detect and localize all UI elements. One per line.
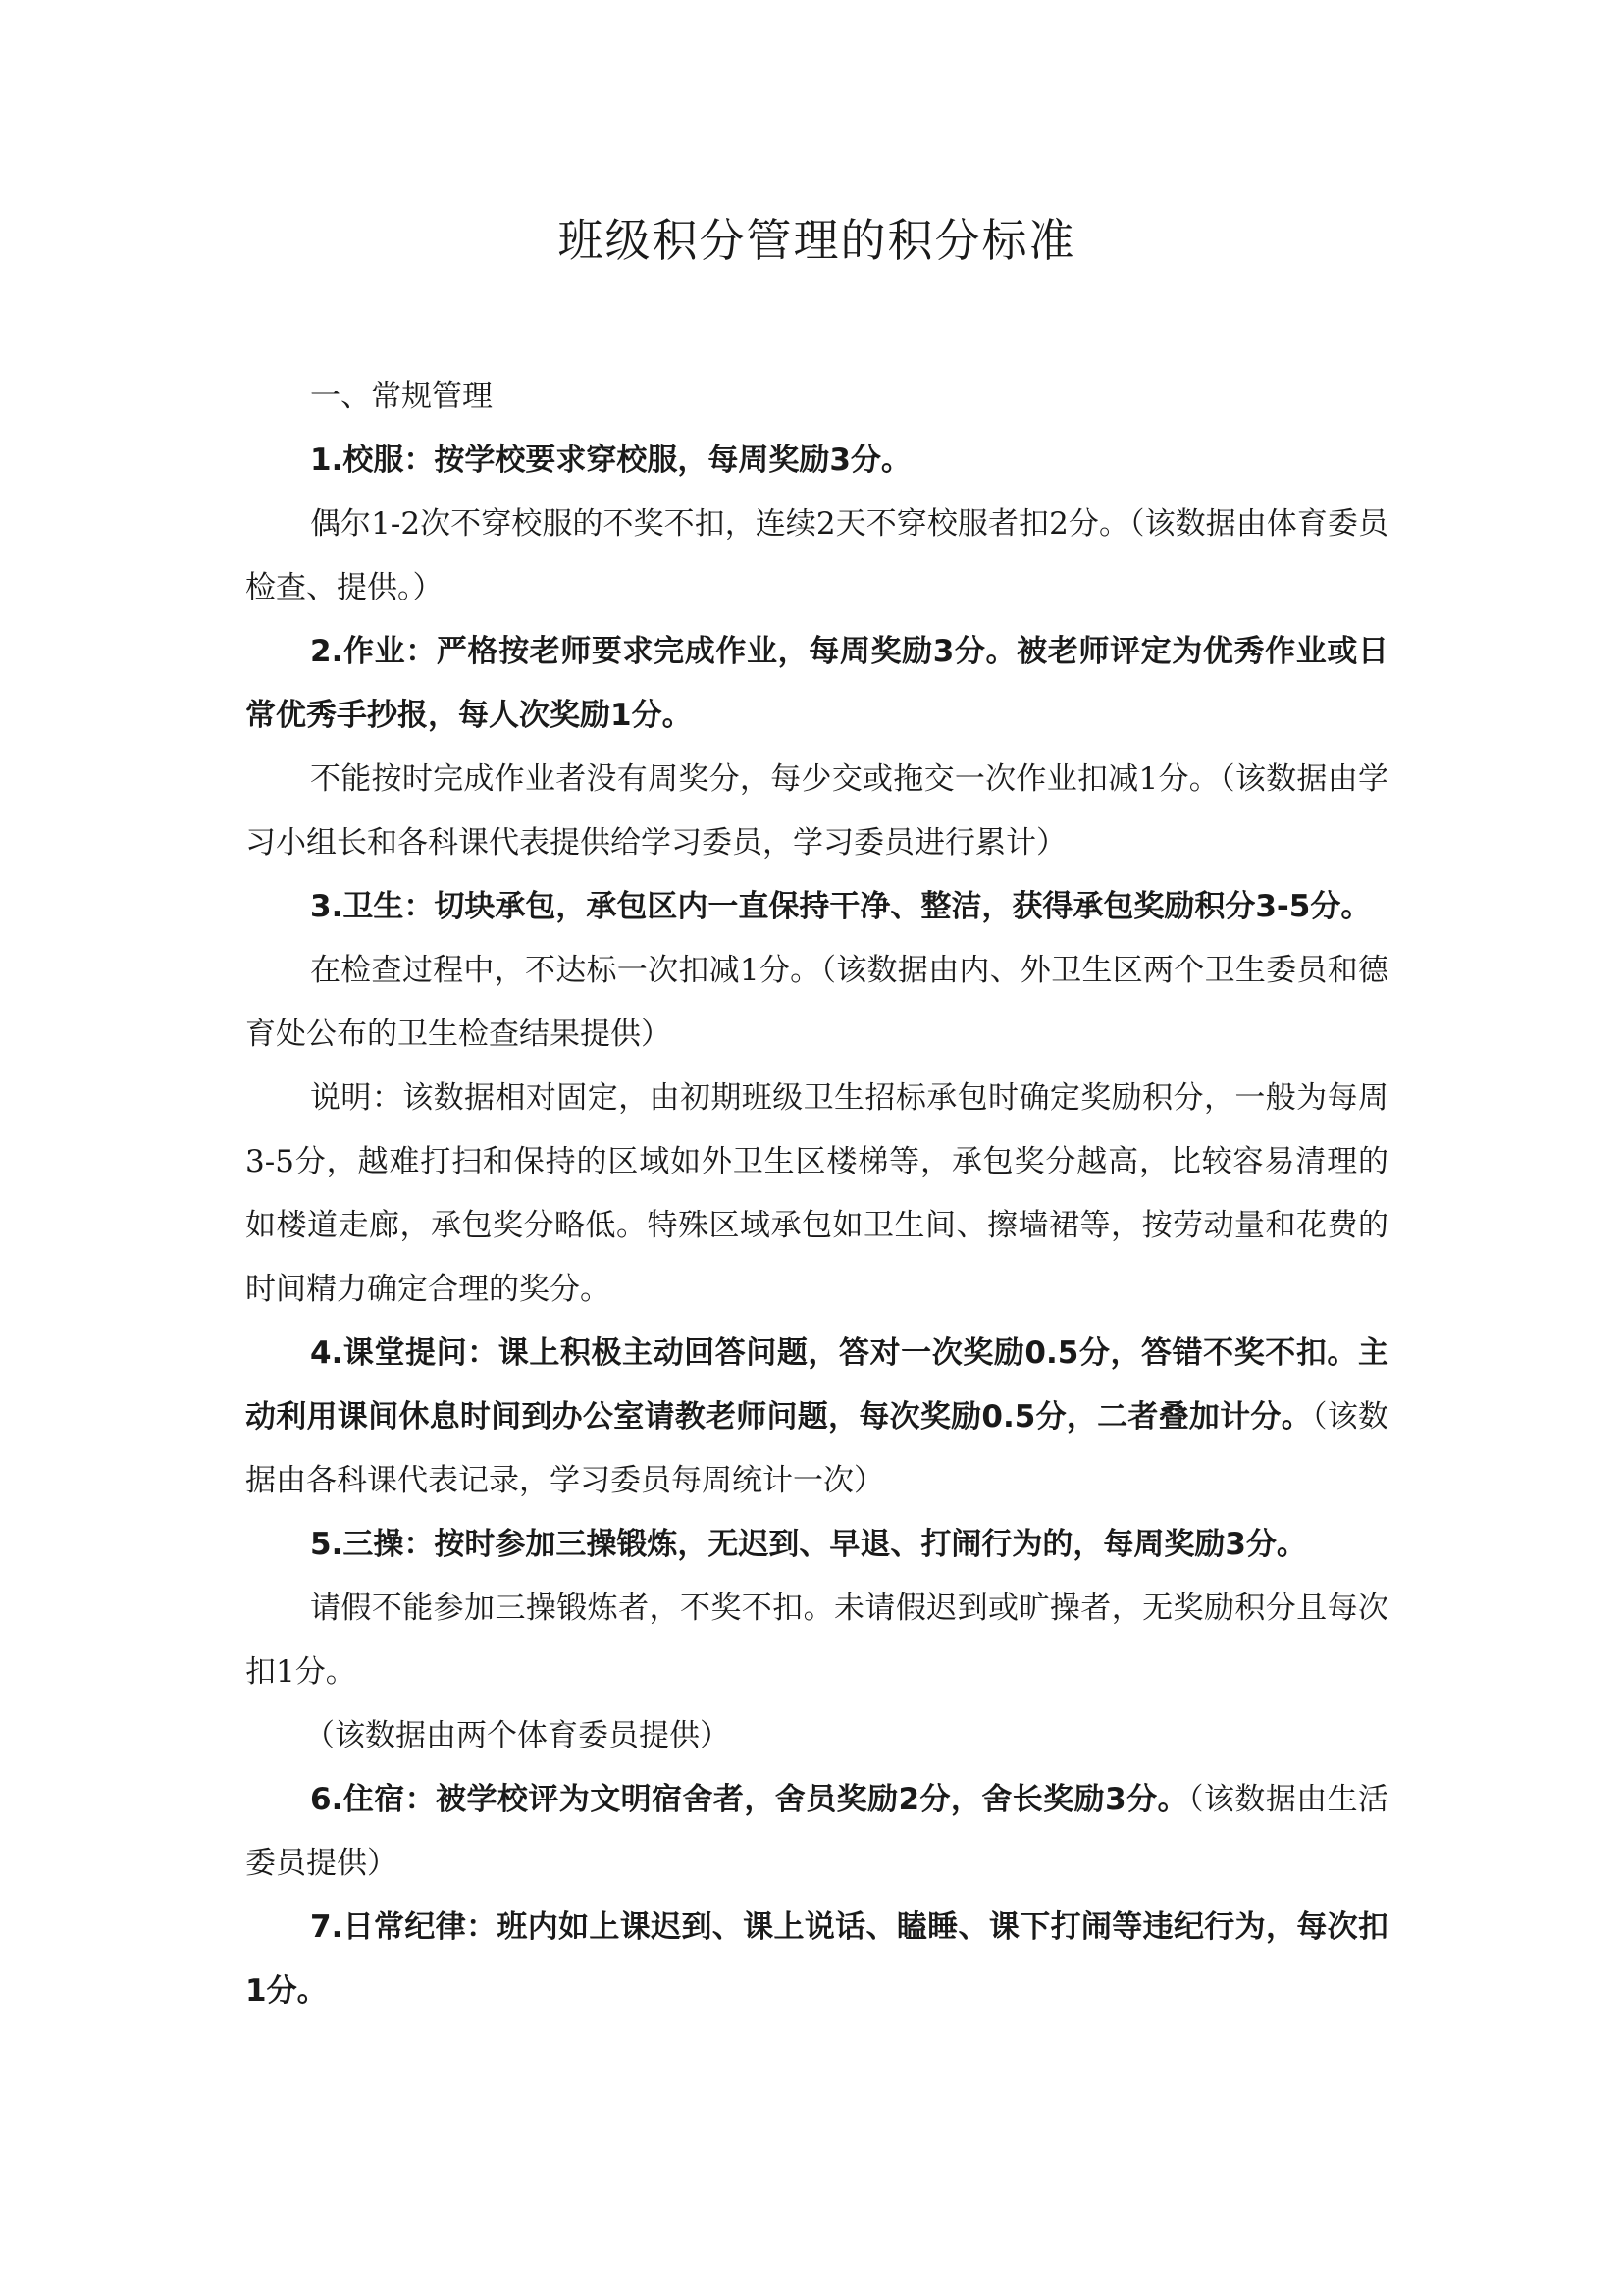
paragraph-bold-text: 4.课堂提问：课上积极主动回答问题，答对一次奖励0.5分，答错不奖不扣。主动利用课间休息时间到办公室请教老师问题，每次奖励0.5分，二者叠加计分。 xyxy=(245,1335,1388,1435)
paragraph-text: 偶尔1-2次不穿校服的不奖不扣，连续2天不穿校服者扣2分。（该数据由体育委员检查、提供。） xyxy=(245,506,1388,605)
paragraph-text: 不能按时完成作业者没有周奖分，每少交或拖交一次作业扣减1分。（该数据由学习小组长和各科课代表提供给学习委员，学习委员进行累计） xyxy=(245,761,1388,861)
paragraph-bold-text: 6.住宿：被学校评为文明宿舍者，舍员奖励2分，舍长奖励3分。 xyxy=(310,1782,1188,1817)
paragraph-text: （该数据由两个体育委员提供） xyxy=(304,1718,730,1753)
paragraph-bold-text: 7.日常纪律：班内如上课迟到、课上说话、瞌睡、课下打闹等违纪行为，每次扣1分。 xyxy=(245,1909,1388,2009)
paragraph-text: 说明：该数据相对固定，由初期班级卫生招标承包时确定奖励积分，一般为每周3-5分，越难打扫和保持的区域如外卫生区楼梯等，承包奖分越高，比较容易清理的如楼道走廊，承包奖分略低。特殊区域承包如卫生间、擦墙裙等，按劳动量和花费的时间精力确定合理的奖分。 xyxy=(245,1080,1388,1307)
paragraph-text: 请假不能参加三操锻炼者，不奖不扣。未请假迟到或旷操者，无奖励积分且每次扣1分。 xyxy=(245,1591,1388,1690)
paragraph xyxy=(245,1513,1388,1577)
paragraph-list xyxy=(245,365,1388,2023)
paragraph xyxy=(245,939,1388,1067)
paragraph-bold-text: 5.三操：按时参加三操锻炼，无迟到、早退、打闹行为的，每周奖励3分。 xyxy=(310,1527,1307,1562)
paragraph xyxy=(245,1896,1388,2023)
paragraph-text: 在检查过程中，不达标一次扣减1分。（该数据由内、外卫生区两个卫生委员和德育处公布的卫生检查结果提供） xyxy=(245,953,1388,1052)
document-body xyxy=(245,206,1388,2023)
paragraph-bold-text: 3.卫生：切块承包，承包区内一直保持干净、整洁，获得承包奖励积分3-5分。 xyxy=(310,889,1372,924)
paragraph xyxy=(245,1577,1388,1704)
paragraph xyxy=(245,1704,1388,1768)
paragraph xyxy=(245,365,1388,429)
paragraph xyxy=(245,429,1388,493)
paragraph xyxy=(245,1322,1388,1513)
paragraph xyxy=(245,748,1388,875)
paragraph xyxy=(245,1768,1388,1896)
paragraph xyxy=(245,1067,1388,1322)
document-title: 班级积分管理的积分标准 xyxy=(557,214,1076,267)
paragraph-text: （该数据由各科课代表记录，学习委员每周统计一次） xyxy=(245,1399,1389,1498)
paragraph xyxy=(245,620,1388,748)
paragraph xyxy=(245,493,1388,620)
paragraph-bold-text: 1.校服：按学校要求穿校服，每周奖励3分。 xyxy=(310,443,912,478)
paragraph-text: 一、常规管理 xyxy=(310,379,493,414)
paragraph xyxy=(245,875,1388,939)
paragraph-bold-text: 2.作业：严格按老师要求完成作业，每周奖励3分。被老师评定为优秀作业或日常优秀手抄报，每人次奖励1分。 xyxy=(245,634,1388,733)
paragraph-text: （该数据由生活委员提供） xyxy=(245,1782,1389,1881)
